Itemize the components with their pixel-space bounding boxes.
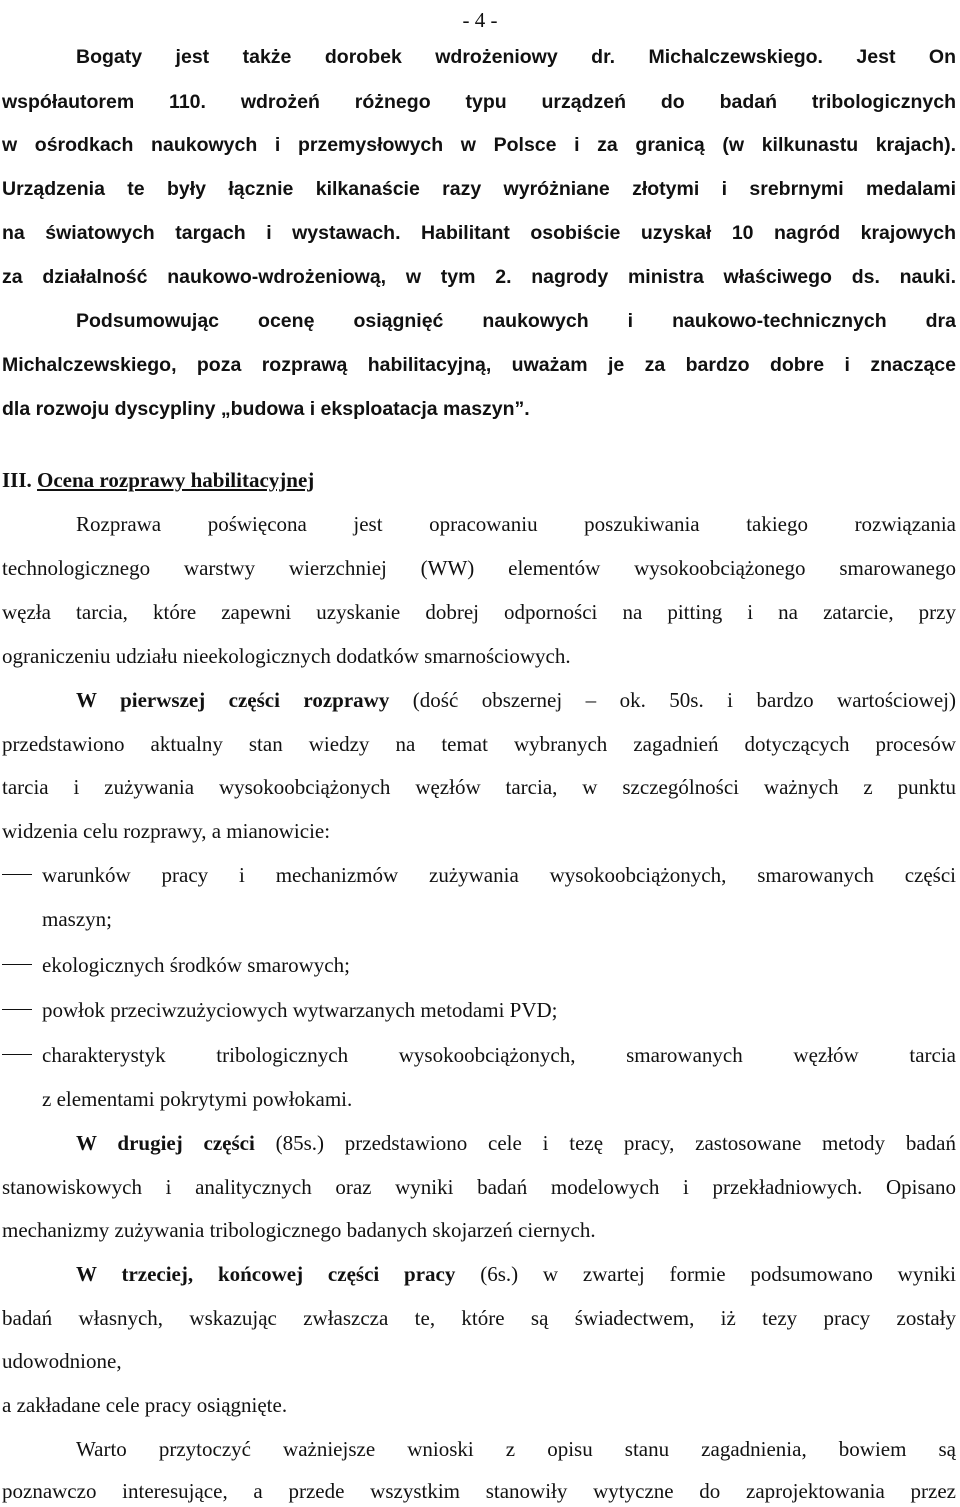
paragraph-line: udowodnione, (2, 1349, 122, 1373)
paragraph-line: stanowiskowych i analitycznych oraz wyniki badań modelowych i przekładniowych. Opisano (2, 1175, 956, 1199)
part2-label: W drugiej części (76, 1131, 255, 1155)
paragraph-line (76, 1259, 956, 1289)
paragraph-line: dla rozwoju dyscypliny „budowa i eksploatacja maszyn”. (2, 398, 530, 420)
paragraph-line: widzenia celu rozprawy, a mianowicie: (2, 819, 331, 843)
list-item-continuation: z elementami pokrytymi powłokami. (42, 1087, 353, 1111)
paragraph-line: Urządzenia te były łącznie kilkanaście razy wyróżniane złotymi i srebrnymi medalami (2, 178, 956, 200)
paragraph-line: badań własnych, wskazując zwłaszcza te, które są świadectwem, iż tezy pracy zostały (2, 1306, 956, 1330)
part3-label: W trzeciej, końcowej części pracy (76, 1262, 456, 1286)
paragraph-line: Warto przytoczyć ważniejsze wnioski z opisu stanu zagadnienia, bowiem są (76, 1437, 956, 1461)
part1-label: W pierwszej części rozprawy (76, 688, 390, 712)
paragraph-line: tarcia i zużywania wysokoobciążonych węzłów tarcia, w szczególności ważnych z punktu (2, 775, 956, 799)
paragraph-line: a zakładane cele pracy osiągnięte. (2, 1393, 288, 1417)
paragraph-line: Podsumowując ocenę osiągnięć naukowych i naukowo-technicznych dra (76, 310, 956, 332)
paragraph-line: Michalczewskiego, poza rozprawą habilitacyjną, uważam je za bardzo dobre i znaczące (2, 354, 956, 376)
paragraph-line: technologicznego warstwy wierzchniej (WW) elementów wysokoobciążonego smarowanego (2, 556, 956, 580)
paragraph-line: ograniczeniu udziału nieekologicznych dodatków smarnościowych. (2, 644, 571, 668)
section-heading (2, 465, 956, 495)
bullet-dash (2, 1009, 32, 1010)
paragraph-line (76, 685, 956, 715)
part3-text: (6s.) w zwartej formie podsumowano wyniki (455, 1262, 956, 1286)
paragraph-line: mechanizmy zużywania tribologicznego badanych skojarzeń ciernych. (2, 1218, 596, 1242)
paragraph-line: Rozprawa poświęcona jest opracowaniu poszukiwania takiego rozwiązania (76, 512, 956, 536)
bullet-dash (2, 964, 32, 965)
paragraph-line: węzła tarcia, które zapewni uzyskanie dobrej odporności na pitting i na zatarcie, przy (2, 600, 956, 624)
part2-text: (85s.) przedstawiono cele i tezę pracy, zastosowane metody badań (254, 1131, 956, 1155)
paragraph-line (76, 1128, 956, 1158)
paragraph-line: przedstawiono aktualny stan wiedzy na temat wybranych zagadnień dotyczących procesów (2, 732, 956, 756)
paragraph-line: w ośrodkach naukowych i przemysłowych w Polsce i za granicą (w kilkunastu krajach). (2, 134, 956, 156)
paragraph-line: Bogaty jest także dorobek wdrożeniowy dr. Michalczewskiego. Jest On (76, 46, 956, 68)
paragraph-line: współautorem 110. wdrożeń różnego typu urządzeń do badań tribologicznych (2, 91, 956, 113)
list-item: ekologicznych środków smarowych; (42, 953, 350, 977)
heading-number: III. (2, 468, 32, 492)
heading-title: Ocena rozprawy habilitacyjnej (37, 468, 315, 492)
list-item: charakterystyk tribologicznych wysokoobciążonych, smarowanych węzłów tarcia (42, 1043, 956, 1067)
bullet-dash (2, 1054, 32, 1055)
paragraph-line: poznawczo interesujące, a przede wszystkim stanowiły wytyczne do zaprojektowania przez (2, 1479, 956, 1503)
paragraph-line: na światowych targach i wystawach. Habilitant osobiście uzyskał 10 nagród krajowych (2, 222, 956, 244)
list-item: warunków pracy i mechanizmów zużywania wysokoobciążonych, smarowanych części (42, 863, 956, 887)
paragraph-line: za działalność naukowo-wdrożeniową, w tym 2. nagrody ministra właściwego ds. nauki. (2, 266, 956, 288)
list-item: powłok przeciwzużyciowych wytwarzanych metodami PVD; (42, 998, 558, 1022)
bullet-dash (2, 874, 32, 875)
list-item-continuation: maszyn; (42, 907, 112, 931)
page-number: - 4 - (462, 8, 498, 32)
part1-text: (dość obszernej – ok. 50s. i bardzo wartościowej) (389, 688, 956, 712)
